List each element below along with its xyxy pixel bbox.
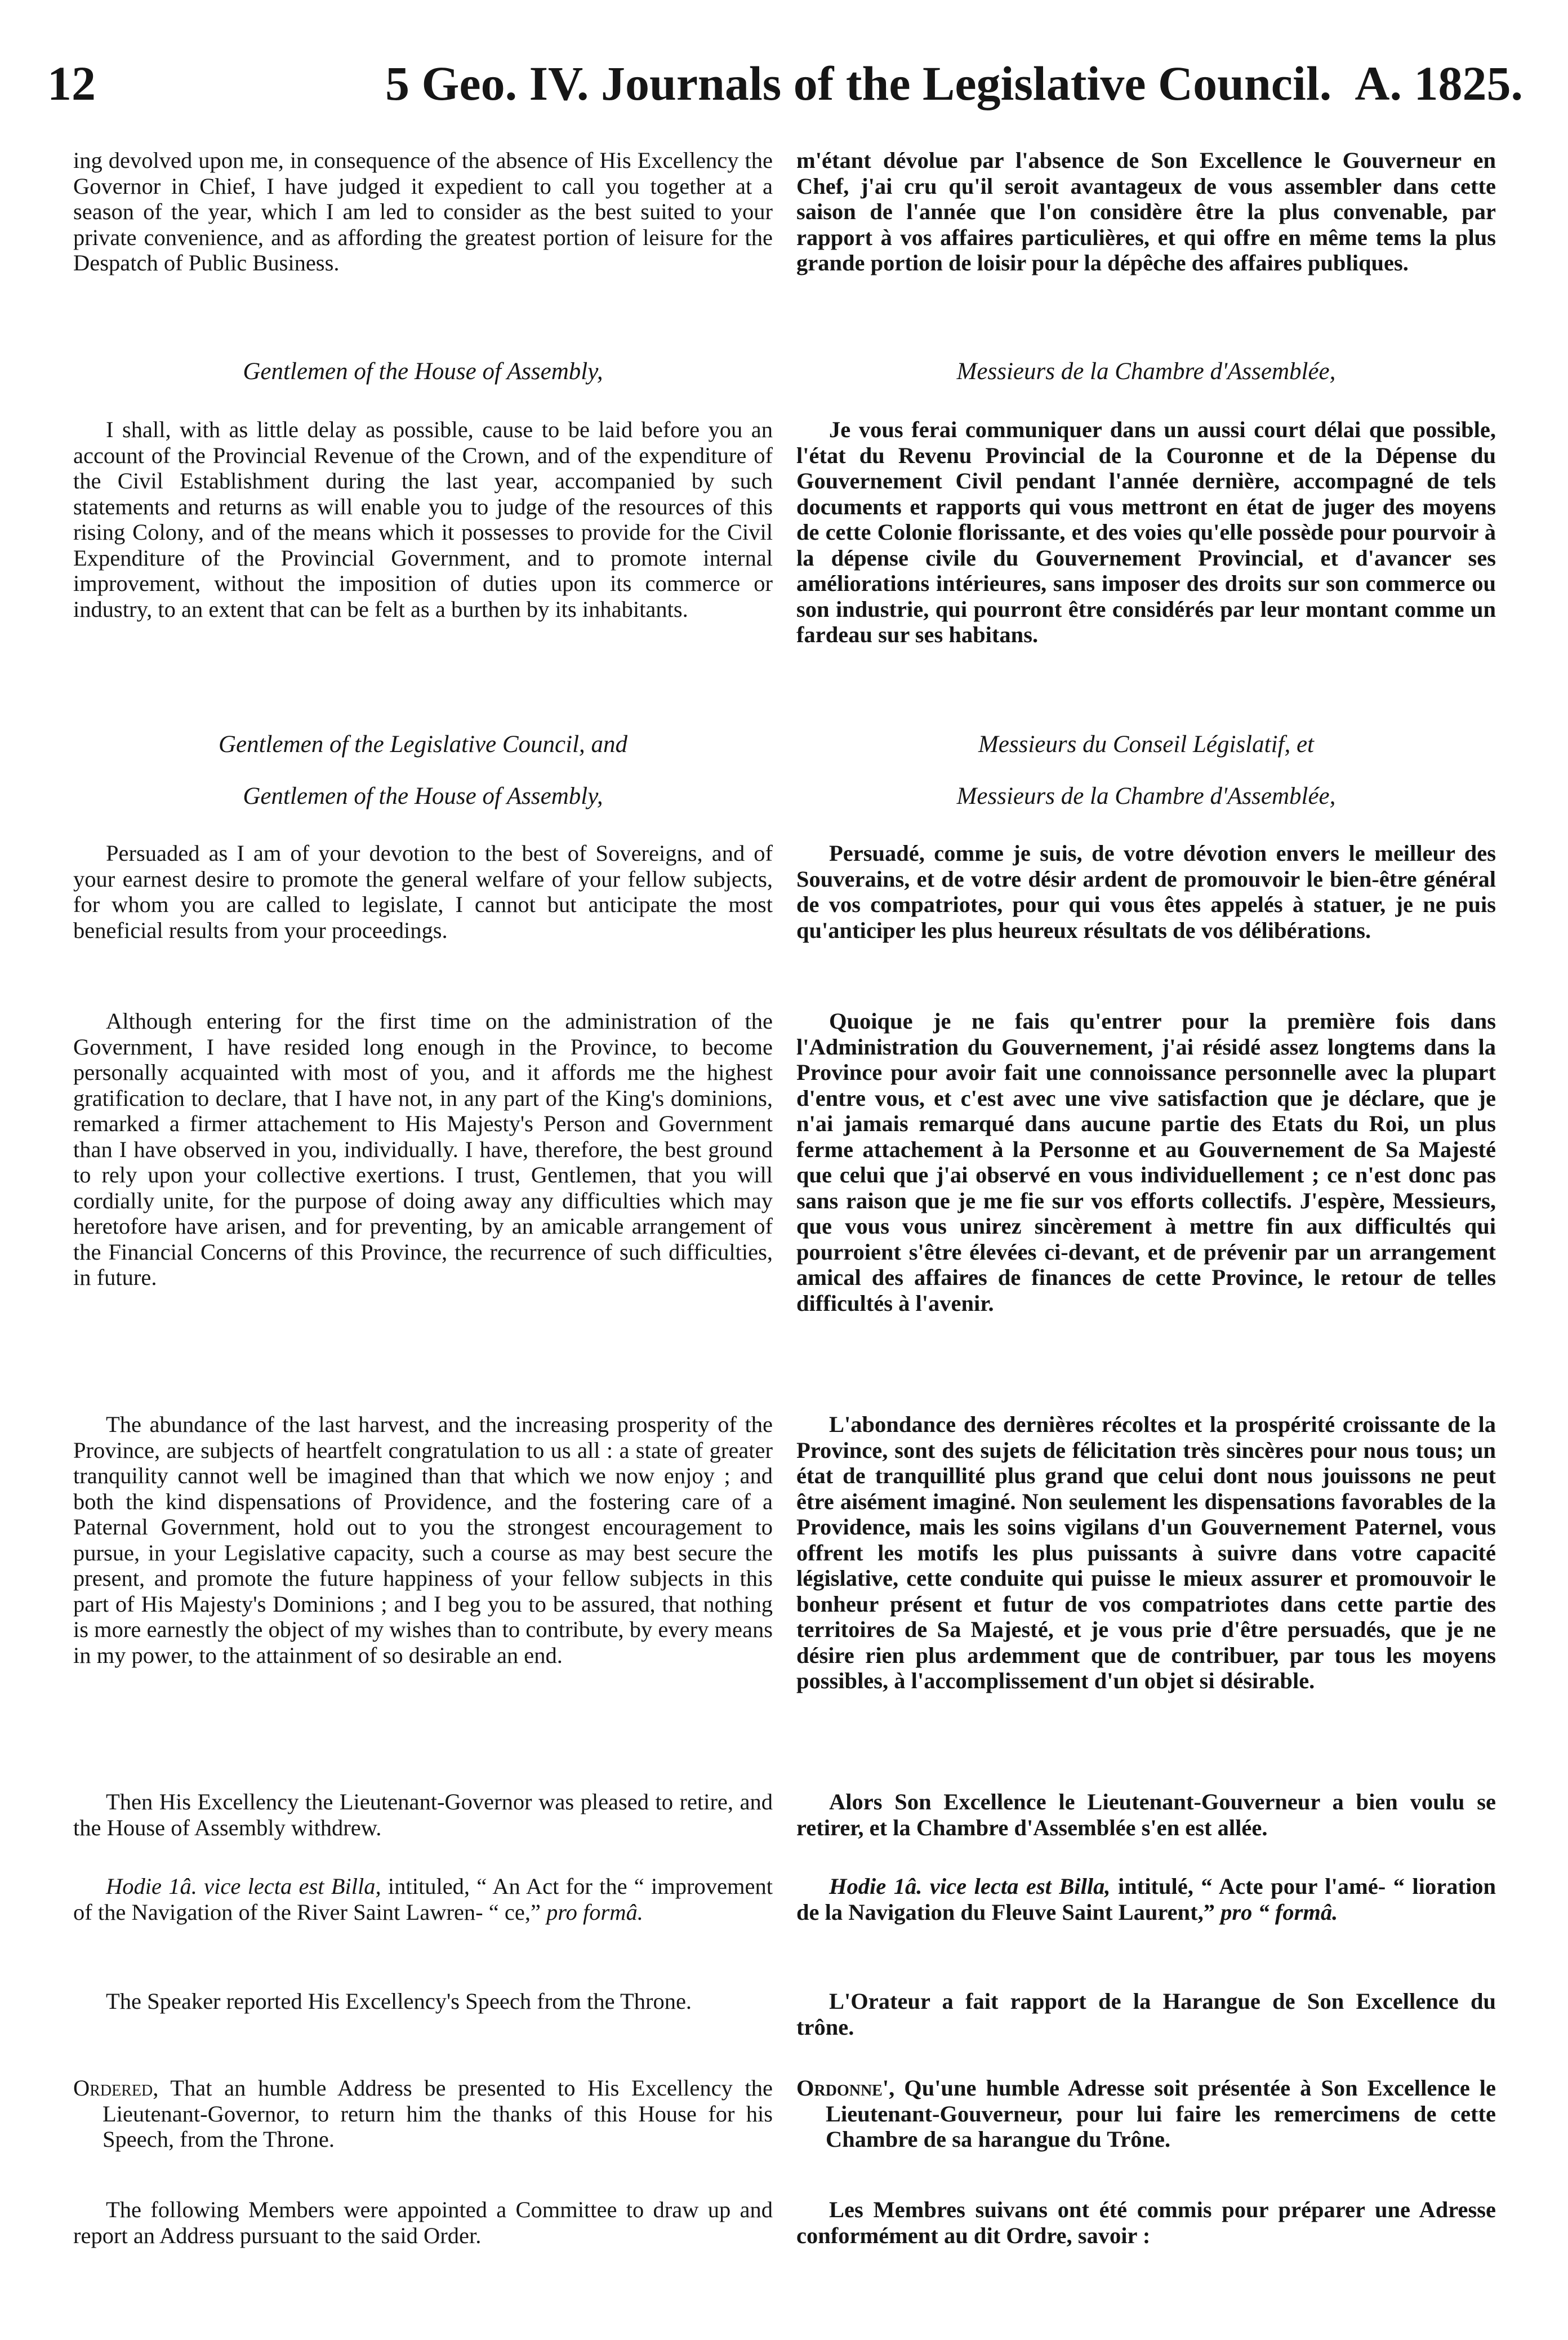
fr-paragraph-ordered (796, 2075, 1496, 2152)
en-paragraph-ordered (73, 2075, 773, 2152)
en-bill-text: intituled, “ An Act for the “ improvement of the Navigation of the River Saint Lawren- “ ce,” (73, 1874, 773, 1925)
fr-heading-council-and: Messieurs du Conseil Législatif, et (978, 731, 1315, 758)
fr-paragraph-continued: m'étant dévolue par l'absence de Son Excellence le Gouverneur en Chef, j'ai cru qu'il seroit avantageux de vous assembler dans cette saison de l'année que l'on considère être la plus convenable, par rapport à vos affaires particulières, et qui offre en même tems la plus grande portion de loisir pour la dépêche des affaires publiques. (796, 148, 1496, 275)
en-ordered-text: That an humble Address be presented to His Excellency the Lieutenant-Governor, to return him the thanks of this House for his Speech, from the Throne. (103, 2075, 773, 2152)
fr-paragraph-retire: Alors Son Excellence le Lieutenant-Gouverneur a bien voulu se retirer, et la Chambre d'Assemblée s'en est allée. (796, 1789, 1496, 1840)
fr-paragraph-accounts: Je vous ferai communiquer dans un aussi court délai que possible, l'état du Revenu Provincial de la Couronne et de la Dépense du Gouvernement Civil pendant l'année dernière, accompagné de tels documents et rapports qui vous mettront en état de juger des moyens de cette Colonie florissante, et des voies qu'elle possède pour pourvoir à la dépense civile du Gouvernement Provincial, et d'avancer ses améliorations intérieures, sans imposer des droits sur son commerce ou son industrie, qui pourront être considérés par leur montant comme un fardeau sur ses habitans. (796, 417, 1496, 647)
en-bill-pro-forma: pro formâ. (546, 1899, 643, 1925)
english-column (73, 0, 773, 2340)
en-heading-assembly: Gentlemen of the House of Assembly, (243, 358, 603, 385)
en-ordered-label: Ordered, (73, 2075, 159, 2101)
year-label: A. 1825. (1355, 56, 1523, 110)
page-number: 12 (47, 56, 96, 110)
en-paragraph-persuaded: Persuaded as I am of your devotion to the best of Sovereigns, and of your earnest desire to promote the general welfare of your fellow subjects, for whom you are called to legislate, I cannot but anticipate the most beneficial results from your proceedings. (73, 840, 773, 943)
en-paragraph-retire: Then His Excellency the Lieutenant-Governor was pleased to retire, and the House of Assembly withdrew. (73, 1789, 773, 1840)
en-paragraph-harvest: The abundance of the last harvest, and the increasing prosperity of the Province, are subjects of heartfelt congratulation to us all : a state of greater tranquility cannot well be imagined than that which we now enjoy ; and both the kind dispensations of Providence, and the fostering care of a Paternal Government, hold out to you the strongest encouragement to pursue, in your Legislative capacity, such a course as may best secure the present, and promote the future happiness of your fellow subjects in this part of His Majesty's Dominions ; and I beg you to be assured, that nothing is more earnestly the object of my wishes than to contribute, by every means in my power, to the attainment of so desirable an end. (73, 1412, 773, 1668)
fr-bill-pro-forma: pro “ formâ. (1220, 1899, 1338, 1925)
en-heading-council-and: Gentlemen of the Legislative Council, and (218, 731, 628, 758)
fr-bill-text: intitulé, “ Acte pour l'amé- “ lioration de la Navigation du Fleuve Saint Laurent,” (796, 1874, 1496, 1925)
fr-heading-assembly-2: Messieurs de la Chambre d'Assemblée, (956, 783, 1336, 809)
french-column (796, 0, 1496, 2340)
fr-ordered-label: Ordonne', (796, 2075, 895, 2101)
en-paragraph-bill (73, 1874, 773, 1925)
en-heading-assembly-2: Gentlemen of the House of Assembly, (243, 783, 603, 809)
en-paragraph-committee: The following Members were appointed a Committee to draw up and report an Address pursuant to the said Order. (73, 2197, 773, 2248)
fr-paragraph-persuaded: Persuadé, comme je suis, de votre dévotion envers le meilleur des Souverains, et de votre désir ardent de promouvoir le bien-être général de vos compatriotes, pour qui vous êtes appelés à statuer, je ne puis qu'anticiper les plus heureux résultats de vos délibérations. (796, 840, 1496, 943)
fr-ordered-text: Qu'une humble Adresse soit présentée à Son Excellence le Lieutenant-Gouverneur, pour lui faire les remercimens de cette Chambre de sa harangue du Trône. (826, 2075, 1496, 2152)
en-bill-latin: Hodie 1â. vice lecta est Billa, (106, 1874, 381, 1899)
fr-paragraph-committee: Les Membres suivans ont été commis pour préparer une Adresse conformément au dit Ordre, savoir : (796, 2197, 1496, 2248)
running-title: 5 Geo. IV. Journals of the Legislative Council. (385, 56, 1332, 110)
fr-paragraph-administration: Quoique je ne fais qu'entrer pour la première fois dans l'Administration du Gouvernement, j'ai résidé assez longtems dans la Province pour avoir fait une connoissance personnelle avec la plupart d'entre vous, et c'est avec une vive satisfaction que je déclare, que je n'ai jamais remarqué dans aucune partie des Etats du Roi, un plus ferme attachement à la Personne et au Gouvernement de Sa Majesté que celui que j'ai observé en vous individuellement ; ce n'est donc pas sans raison que je me fie sur vos efforts collectifs. J'espère, Messieurs, que vous vous unirez sincèrement à mettre fin aux difficultés qui pourroient s'être élevées ci-devant, et de prévenir par un arrangement amical des affaires de finances de cette Province, le retour de telles difficultés à l'avenir. (796, 1008, 1496, 1316)
en-paragraph-accounts: I shall, with as little delay as possible, cause to be laid before you an account of the Provincial Revenue of the Crown, and of the expenditure of the Civil Establishment during the last year, accompanied by such statements and returns as will enable you to judge of the resources of this rising Colony, and of the means which it possesses to provide for the Civil Expenditure of the Provincial Government, and to promote internal improvement, without the imposition of duties upon its commerce or industry, to an extent that can be felt as a burthen by its inhabitants. (73, 417, 773, 622)
en-paragraph-administration: Although entering for the first time on the administration of the Government, I have resided long enough in the Province, to become personally acquainted with most of you, and it affords me the highest gratification to declare, that I have not, in any part of the King's dominions, remarked a firmer attachement to His Majesty's Person and Government than I have observed in you, individually. I have, therefore, the best ground to rely upon your collective exertions. I trust, Gentlemen, that you will cordially unite, for the purpose of doing away any difficulties which may heretofore have arisen, and for preventing, by an amicable arrangement of the Financial Concerns of this Province, the recurrence of such difficulties, in future. (73, 1008, 773, 1290)
fr-bill-latin: Hodie 1â. vice lecta est Billa, (829, 1874, 1111, 1899)
fr-paragraph-bill (796, 1874, 1496, 1925)
fr-paragraph-speaker: L'Orateur a fait rapport de la Harangue de Son Excellence du trône. (796, 1988, 1496, 2040)
fr-paragraph-harvest: L'abondance des dernières récoltes et la prospérité croissante de la Province, sont des sujets de félicitation très sincères pour nous tous; un état de tranquillité plus grand que celui dont nous jouissons ne peut être aisément imaginé. Non seulement les dispensations favorables de la Providence, mais les soins vigilans d'un Gouvernement Paternel, vous offrent les motifs les plus puissants à suivre dans votre capacité législative, cette conduite qui puisse le mieux assurer et promouvoir le bonheur présent et futur de vos compatriotes dans cette partie des territoires de Sa Majesté, et je vous prie d'être persuadés, que je ne désire rien plus ardemment que de contribuer, par tous les moyens possibles, à l'accomplissement d'un objet si désirable. (796, 1412, 1496, 1693)
en-paragraph-speaker: The Speaker reported His Excellency's Speech from the Throne. (106, 1988, 692, 2014)
en-paragraph-continued: ing devolved upon me, in consequence of the absence of His Excellency the Governor in Chief, I have judged it expedient to call you together at a season of the year, which I am led to consider as the best suited to your private convenience, and as affording the greatest portion of leisure for the Despatch of Public Business. (73, 148, 773, 275)
fr-heading-assembly: Messieurs de la Chambre d'Assemblée, (956, 358, 1336, 385)
